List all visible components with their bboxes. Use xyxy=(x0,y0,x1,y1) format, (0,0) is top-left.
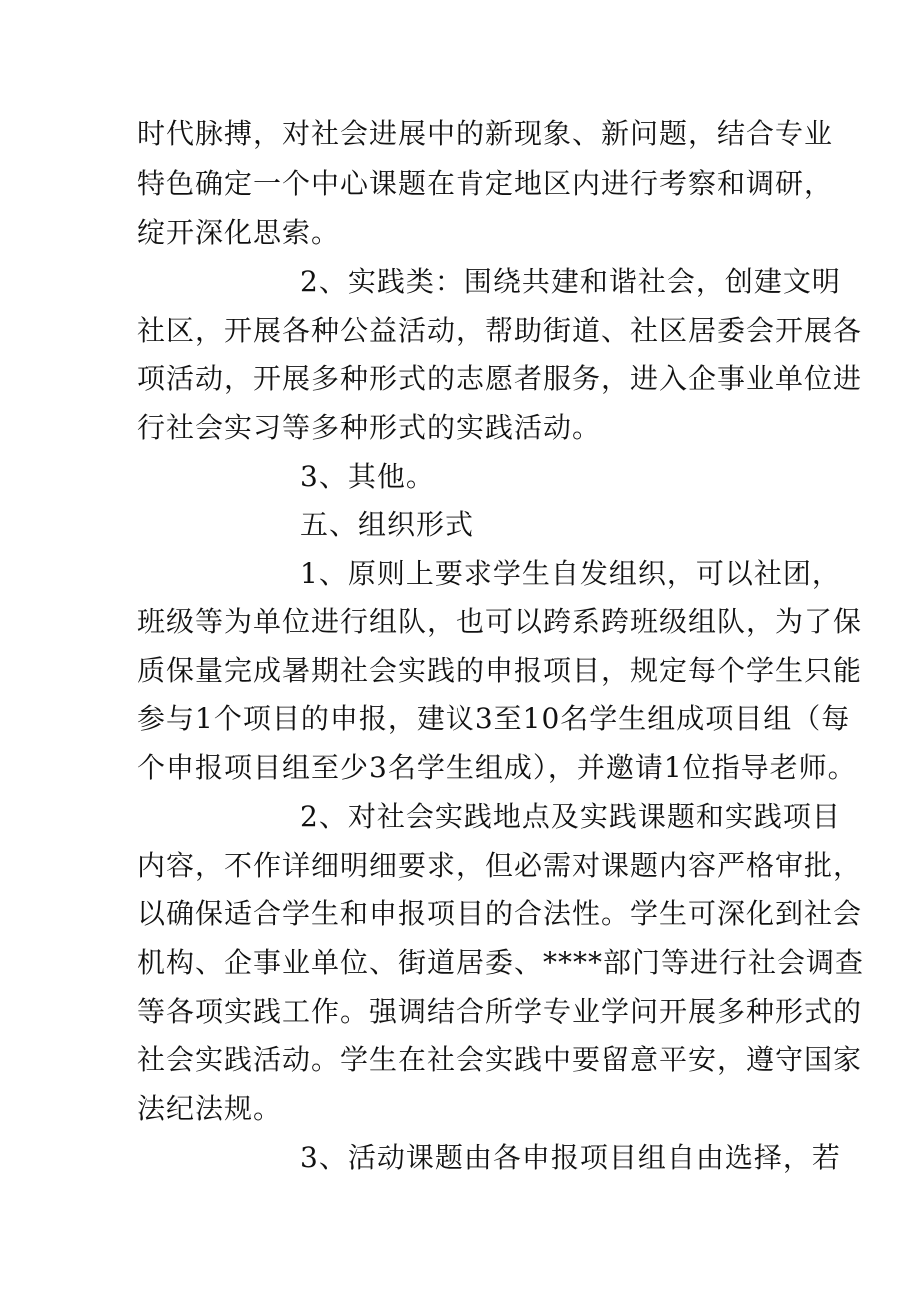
text-line: 行社会实习等多种形式的实践活动。 xyxy=(137,411,602,444)
text-line: 机构、企事业单位、街道居委、****部门等进行社会调查 xyxy=(137,946,865,979)
text-line: 社会实践活动。学生在社会实践中要留意平安，遵守国家 xyxy=(137,1043,863,1076)
text-line: 特色确定一个中心课题在肯定地区内进行考察和调研， xyxy=(137,167,834,200)
text-line: 3、活动课题由各申报项目组自由选择，若 xyxy=(300,1141,841,1174)
text-line: 个申报项目组至少3名学生组成），并邀请1位指导老师。 xyxy=(137,751,857,784)
text-line: 2、对社会实践地点及实践课题和实践项目 xyxy=(300,800,841,833)
text-line: 参与1个项目的申报，建议3至10名学生组成项目组（每 xyxy=(137,702,851,735)
text-line: 2、实践类：围绕共建和谐社会，创建文明 xyxy=(300,265,841,298)
text-line: 项活动，开展多种形式的志愿者服务，进入企事业单位进 xyxy=(137,362,863,395)
text-line: 内容，不作详细明细要求，但必需对课题内容严格审批， xyxy=(137,849,863,882)
text-line: 班级等为单位进行组队，也可以跨系跨班级组队，为了保 xyxy=(137,605,863,638)
section-heading: 五、组织形式 xyxy=(300,508,475,541)
text-line: 法纪法规。 xyxy=(137,1092,283,1125)
text-line: 以确保适合学生和申报项目的合法性。学生可深化到社会 xyxy=(137,897,863,930)
text-line: 质保量完成暑期社会实践的申报项目，规定每个学生只能 xyxy=(137,654,863,687)
text-line: 时代脉搏，对社会进展中的新现象、新问题，结合专业 xyxy=(137,117,834,150)
text-line: 绽开深化思索。 xyxy=(137,216,341,249)
text-line: 1、原则上要求学生自发组织，可以社团， xyxy=(300,557,841,590)
text-line: 等各项实践工作。强调结合所学专业学问开展多种形式的 xyxy=(137,995,863,1028)
text-line: 3、其他。 xyxy=(300,460,435,493)
text-line: 社区，开展各种公益活动，帮助街道、社区居委会开展各 xyxy=(137,314,863,347)
